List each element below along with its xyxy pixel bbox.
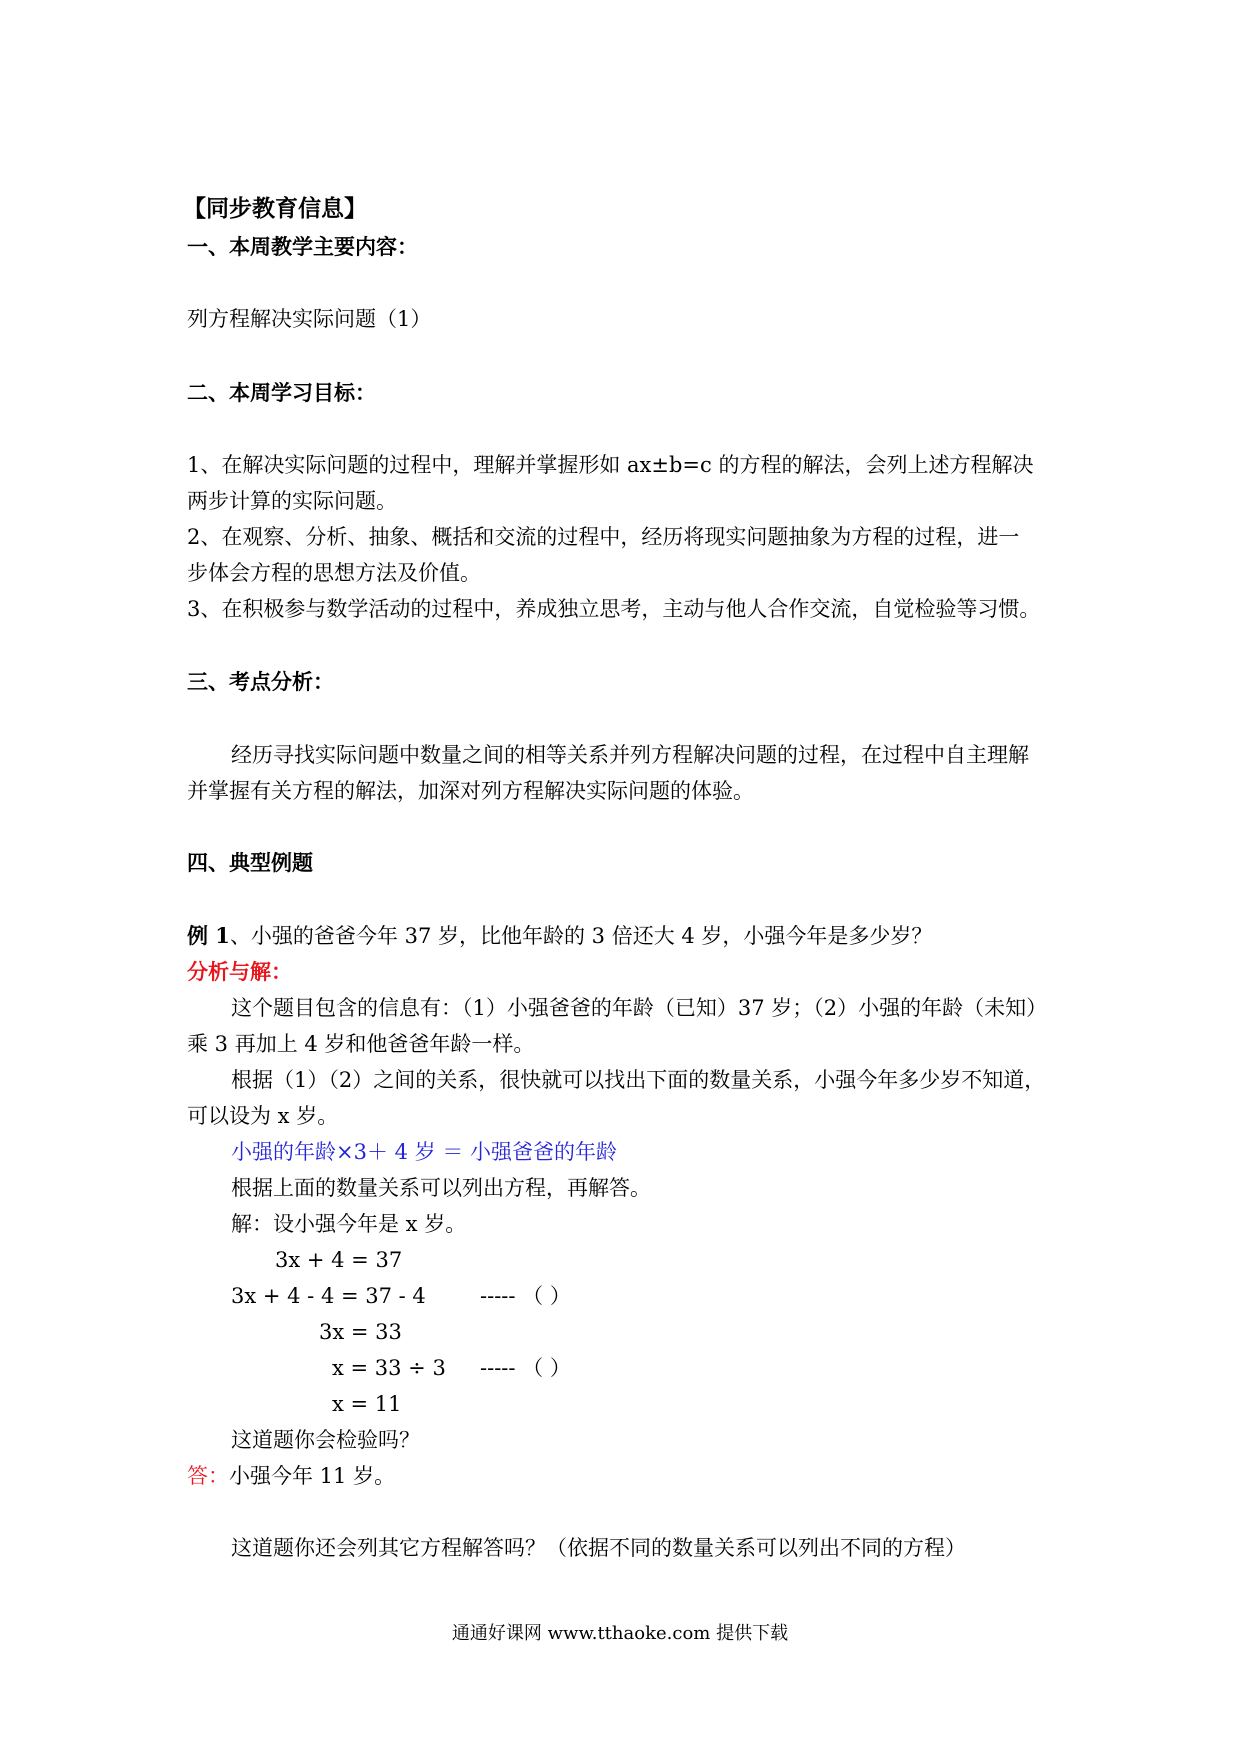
equation-step: 3x + 4 - 4 = 37 - 4 (231, 1284, 426, 1308)
equation-step: 3x = 33 (319, 1320, 402, 1344)
answer (187, 1461, 395, 1491)
section-4-heading: 四、典型例题 (187, 850, 313, 875)
goal-line: 步体会方程的思想方法及价值。 (187, 561, 481, 585)
analysis-label: 分析与解： (187, 959, 292, 984)
section-1-heading: 一、本周教学主要内容： (187, 234, 418, 259)
followup-question: 这道题你还会列其它方程解答吗？（依据不同的数量关系可以列出不同的方程） (231, 1536, 966, 1560)
section-1-content: 列方程解决实际问题（1） (187, 307, 432, 331)
example-question-text: 、小强的爸爸今年 37 岁，比他年龄的 3 倍还大 4 岁，小强今年是多少岁？ (229, 924, 933, 948)
document-title: 【同步教育信息】 (183, 195, 367, 222)
paragraph-line: 根据（1）（2）之间的关系，很快就可以找出下面的数量关系，小强今年多少岁不知道， (231, 1068, 1046, 1092)
goal-line: 1、在解决实际问题的过程中，理解并掌握形如 ax±b=c 的方程的解法，会列上述方程解决 (187, 453, 1034, 477)
equation-step: x = 11 (332, 1392, 402, 1416)
paragraph-line: 根据上面的数量关系可以列出方程，再解答。 (231, 1176, 651, 1200)
goal-line: 两步计算的实际问题。 (187, 489, 397, 513)
section-3-heading: 三、考点分析： (187, 669, 334, 694)
analysis-line: 并掌握有关方程的解法，加深对列方程解决实际问题的体验。 (187, 779, 754, 803)
quantity-relation: 小强的年龄×3＋ 4 岁 ＝ 小强爸爸的年龄 (231, 1140, 618, 1164)
paragraph-line: 可以设为 x 岁。 (187, 1104, 339, 1128)
equation-step: 3x + 4 = 37 (275, 1248, 403, 1272)
goal-line: 3、在积极参与数学活动的过程中，养成独立思考，主动与他人合作交流，自觉检验等习惯。 (187, 597, 1041, 621)
goal-line: 2、在观察、分析、抽象、概括和交流的过程中，经历将现实问题抽象为方程的过程，进一 (187, 525, 1020, 549)
example-label: 例 1 (187, 923, 230, 948)
equation-step: x = 33 ÷ 3 (332, 1356, 446, 1380)
section-2-heading: 二、本周学习目标： (187, 380, 376, 405)
paragraph-line: 乘 3 再加上 4 岁和他爸爸年龄一样。 (187, 1032, 535, 1056)
equation-note: ----- （ ） (480, 1356, 571, 1380)
solution-intro: 解：设小强今年是 x 岁。 (231, 1212, 467, 1236)
answer-text: 小强今年 11 岁。 (229, 1464, 396, 1488)
footer: 通通好课网 www.tthaoke.com 提供下载 (451, 1623, 789, 1644)
equation-note: ----- （ ） (480, 1284, 571, 1308)
answer-label: 答： (187, 1464, 229, 1488)
analysis-line: 经历寻找实际问题中数量之间的相等关系并列方程解决问题的过程，在过程中自主理解 (231, 743, 1029, 767)
example-question (187, 921, 932, 951)
paragraph-line: 这个题目包含的信息有：（1）小强爸爸的年龄（已知）37 岁；（2）小强的年龄（未知） (231, 996, 1048, 1020)
check-question: 这道题你会检验吗？ (231, 1428, 420, 1452)
